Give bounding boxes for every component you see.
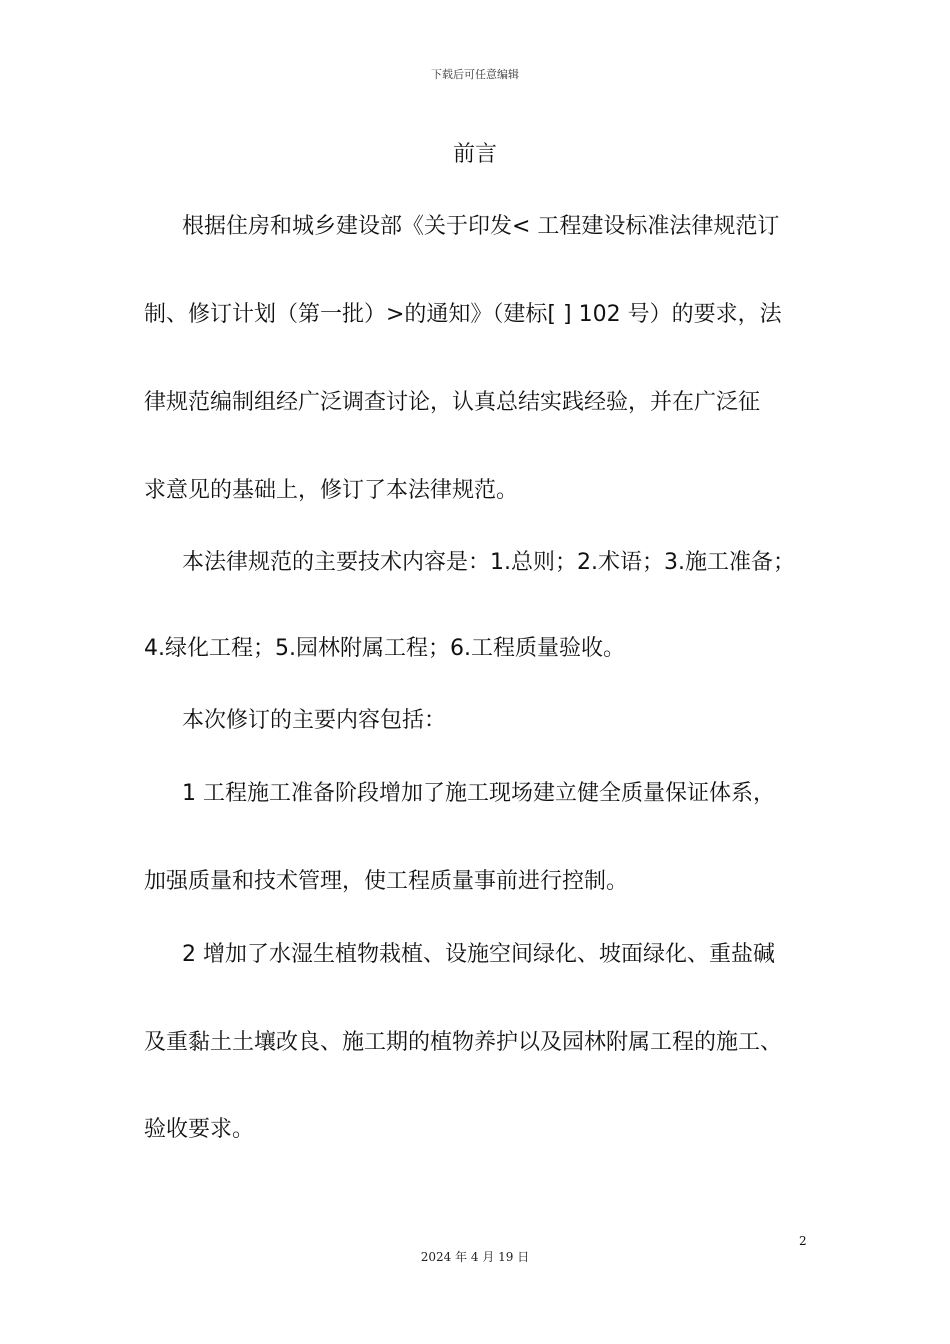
footer-date: 2024 年 4 月 19 日 bbox=[420, 1250, 530, 1264]
paragraph-line: 制、修订计划（第一批）>的通知》（建标[ ] 102 号）的要求，法 bbox=[144, 302, 782, 327]
paragraph-line: 律规范编制组经广泛调查讨论，认真总结实践经验，并在广泛征 bbox=[144, 390, 761, 415]
paragraph-line: 及重黏土土壤改良、施工期的植物养护以及园林附属工程的施工、 bbox=[144, 1030, 783, 1055]
paragraph-line: 根据住房和城乡建设部《关于印发< 工程建设标准法律规范订 bbox=[182, 214, 780, 239]
document-title: 前言 bbox=[452, 142, 497, 167]
paragraph-line: 本次修订的主要内容包括： bbox=[182, 708, 447, 733]
paragraph-line: 验收要求。 bbox=[144, 1117, 255, 1142]
page-number: 2 bbox=[799, 1234, 807, 1248]
paragraph-line: 本法律规范的主要技术内容是：1.总则；2.术语；3.施工准备； bbox=[182, 550, 795, 575]
paragraph-line: 2 增加了水湿生植物栽植、设施空间绿化、坡面绿化、重盐碱 bbox=[182, 942, 775, 967]
paragraph-line: 4.绿化工程；5.园林附属工程；6.工程质量验收。 bbox=[144, 636, 625, 661]
page-header: 下载后可任意编辑 bbox=[431, 68, 519, 81]
paragraph-line: 1 工程施工准备阶段增加了施工现场建立健全质量保证体系， bbox=[182, 781, 775, 806]
paragraph-line: 求意见的基础上，修订了本法律规范。 bbox=[144, 478, 519, 503]
paragraph-line: 加强质量和技术管理，使工程质量事前进行控制。 bbox=[144, 869, 629, 894]
